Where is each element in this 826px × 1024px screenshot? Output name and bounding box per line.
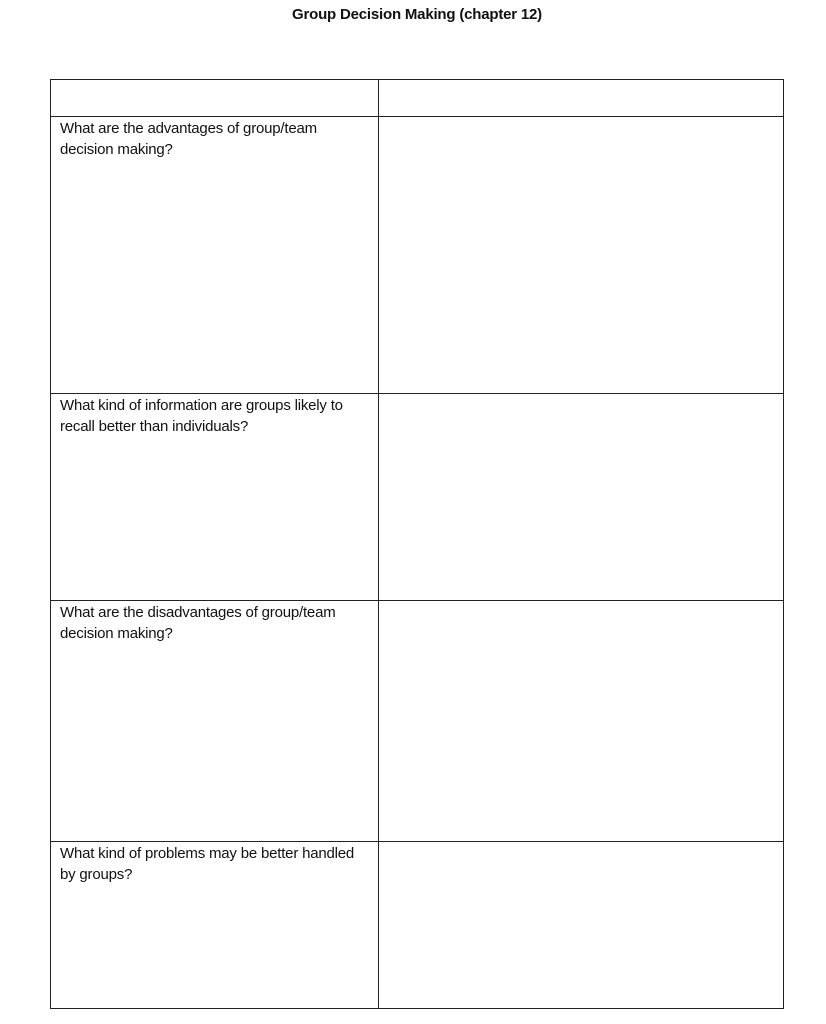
answer-cell-disadvantages[interactable] xyxy=(379,600,784,841)
question-cell xyxy=(51,117,379,394)
page-title: Group Decision Making (chapter 12) xyxy=(292,6,542,23)
table-header-row xyxy=(51,80,784,117)
question-disadvantages: What are the disadvantages of group/team decision making? xyxy=(60,603,336,642)
table-row xyxy=(51,600,784,841)
header-cell-question xyxy=(51,80,379,117)
question-cell xyxy=(51,600,379,841)
answer-cell-advantages[interactable] xyxy=(379,117,784,394)
question-advantages: What are the advantages of group/team decision making? xyxy=(60,120,317,159)
question-cell xyxy=(51,394,379,600)
table-row xyxy=(51,394,784,600)
table-row xyxy=(51,841,784,1008)
question-cell xyxy=(51,841,379,1008)
header-cell-answer xyxy=(379,80,784,117)
question-problems-groups: What kind of problems may be better handled by groups? xyxy=(60,844,355,883)
worksheet-table xyxy=(50,79,784,1009)
answer-cell-information-recall[interactable] xyxy=(379,394,784,600)
answer-cell-problems-groups[interactable] xyxy=(379,841,784,1008)
question-information-recall: What kind of information are groups likely to recall better than individuals? xyxy=(60,397,343,436)
table-row xyxy=(51,117,784,394)
